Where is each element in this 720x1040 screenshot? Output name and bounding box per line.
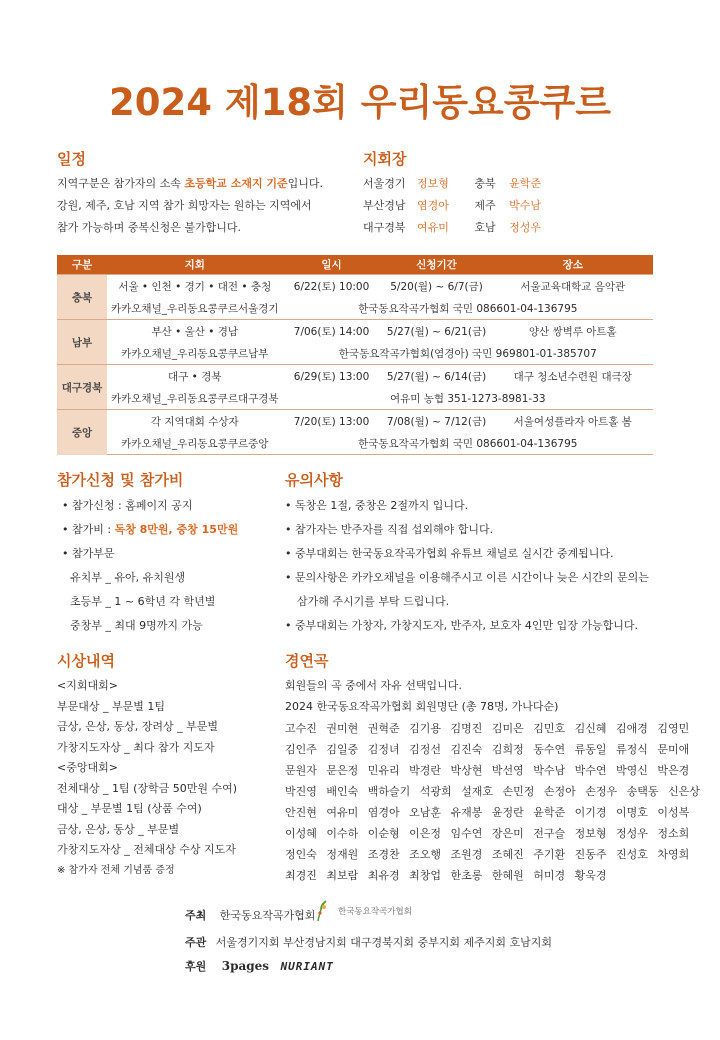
place-cell: 서울교육대학교 음악관 (493, 275, 653, 298)
table-row (57, 297, 653, 320)
chair-region: 대구경북 (363, 221, 406, 234)
chairs-heading: 지회장 (363, 150, 407, 168)
member-row: 고수진 권미현 권혁준 김기용 김명진 김미은 김민호 김신혜 김애경 김영민 (285, 722, 690, 735)
sponsor-row (185, 958, 334, 974)
chair-region: 서울경기 (363, 177, 406, 190)
notes-item: • 중부대회는 가창자, 가창지도자, 반주자, 보호자 4인만 입장 가능합니다. (285, 619, 638, 632)
schedule-heading: 일정 (57, 150, 86, 168)
channel-cell: 카카오채널_우리동요콩쿠르서울경기 (111, 302, 279, 315)
awards-note: ※ 참가자 전체 기념품 증정 (57, 864, 175, 876)
date-cell: 7/06(토) 14:00 (283, 320, 381, 343)
fees-division: 유치부 _ 유아, 유치원생 (70, 571, 186, 584)
period-cell: 5/27(월) ~ 6/21(금) (381, 320, 493, 343)
place-cell: 양산 쌍벽루 아트홀 (493, 320, 653, 343)
member-row: 김인주 김일중 김정녀 김정선 김진숙 김희정 동수연 류동일 류정식 문미애 (285, 743, 690, 756)
chair-name: 정성우 (509, 221, 542, 234)
notes-item-cont: 삼가해 주시기를 부탁 드립니다. (297, 595, 450, 608)
channel-cell: 카카오채널_우리동요콩쿠르중앙 (107, 432, 283, 455)
member-row: 이성혜 이수하 이순형 이은정 임수연 장은미 전구슬 정보형 정성우 정소희 (285, 827, 690, 840)
account-cell: 여유미 농협 351-1273-8981-33 (389, 392, 546, 405)
songs-roster-title: 2024 한국동요작곡가협회 회원명단 (총 78명, 가나다순) (285, 699, 559, 713)
awards-item: 전체대상 _ 1팀 (장학금 50만원 수여) (57, 781, 238, 795)
account-cell: 한국동요작곡가협회(염경아) 국민 969801-01-385707 (338, 347, 597, 360)
chairs-row (363, 177, 541, 190)
awards-item: 금상, 은상, 동상, 장려상 _ 부문별 (57, 720, 218, 733)
table-row (57, 275, 653, 298)
chair-region: 충북 (474, 177, 496, 190)
place-cell: 대구 청소년수련원 대극장 (493, 365, 653, 388)
notes-item: • 참가자는 반주자를 직접 섭외해야 합니다. (285, 523, 494, 536)
fees-label: • 참가비 : (62, 523, 115, 536)
place-cell: 서울여성플라자 아트홀 봄 (493, 410, 653, 433)
period-cell: 5/27(월) ~ 6/14(금) (381, 365, 493, 388)
organizer-names: 서울경기지회 부산경남지회 대구경북지회 중부지회 제주지회 호남지회 (215, 936, 553, 949)
association-logo (312, 897, 424, 925)
organizer-row (185, 934, 552, 950)
account-cell: 한국동요작곡가협회 국민 086601-04-136795 (283, 432, 653, 455)
table-header: 일시 (283, 255, 381, 275)
logo-text: 한국동요작곡가협회 (338, 907, 412, 917)
channel-cell: 카카오채널_우리동요콩쿠르남부 (121, 347, 269, 360)
notes-list (285, 494, 649, 638)
chair-region: 호남 (474, 221, 496, 234)
fees-heading: 참가신청 및 참가비 (57, 471, 184, 489)
chair-name: 정보형 (417, 177, 449, 190)
member-row: 문원자 문은정 민유리 박경란 박상현 박선영 박수남 박수연 박영신 박은경 (285, 764, 690, 777)
notes-item: • 독창은 1절, 중창은 2절까지 입니다. (285, 499, 469, 512)
notes-item: • 문의사항은 카카오채널을 이용해주시고 이른 시간이나 늦은 시간의 문의는 (285, 571, 649, 584)
table-row (57, 432, 653, 455)
host-name: 한국동요작곡가협회 (219, 909, 316, 922)
notes-heading: 유의사항 (285, 471, 343, 489)
table-row (57, 342, 653, 365)
region-cell: 남부 (57, 320, 107, 365)
page-title: 2024 제18회 우리동요콩쿠르 (109, 81, 611, 124)
areas-cell: 서울 • 인천 • 경기 • 대전 • 충청 (107, 275, 283, 298)
channel-cell: 카카오채널_우리동요콩쿠르대구경북 (111, 392, 279, 405)
awards-item: <중앙대회> (57, 761, 118, 774)
chair-region: 부산경남 (363, 199, 406, 212)
fees-item: • 참가신청 : 홈페이지 공지 (62, 499, 193, 512)
chair-name: 박수남 (509, 199, 542, 212)
fees-list (62, 494, 238, 638)
table-header: 지회 (107, 255, 283, 275)
date-cell: 6/29(토) 13:00 (283, 365, 381, 388)
member-row: 최경진 최보람 최유경 최창업 한초롱 한혜원 허미경 황욱경 (285, 869, 607, 882)
table-header: 신청기간 (381, 255, 493, 275)
organizer-label: 주관 (185, 936, 207, 949)
fees-item (62, 518, 238, 542)
sponsor-label: 후원 (185, 960, 207, 973)
member-row: 안진현 여유미 염경아 오남훈 유재봉 윤정란 윤학준 이기경 이명호 이성복 (285, 806, 690, 819)
awards-heading: 시상내역 (57, 652, 115, 670)
fees-highlight: 독창 8만원, 중창 15만원 (114, 523, 239, 536)
table-row (57, 365, 653, 388)
chair-name: 윤학준 (509, 177, 542, 190)
chair-name: 염경아 (417, 199, 449, 212)
fees-division: 중창부 _ 최대 9명까지 가능 (70, 619, 203, 632)
host-label: 주최 (185, 909, 207, 922)
member-row: 정인숙 정재원 조경찬 조오행 조원경 조혜진 주기환 진동주 진성호 차영희 (285, 848, 690, 861)
table-header-row (57, 255, 653, 275)
chair-region: 제주 (474, 199, 496, 212)
awards-list (57, 676, 237, 881)
schedule-highlight: 초등학교 소재지 기준 (184, 177, 288, 190)
host-row (185, 907, 315, 923)
period-cell: 7/08(월) ~ 7/12(금) (381, 410, 493, 433)
region-cell: 중앙 (57, 410, 107, 455)
fees-division: 초등부 _ 1 ~ 6학년 각 학년별 (70, 595, 216, 608)
awards-item: 가창지도자상 _ 전체대상 수상 지도자 (57, 843, 236, 856)
schedule-line-1-end: 입니다. (287, 177, 324, 190)
notes-item: • 중부대회는 한국동요작곡가협회 유튜브 채널로 실시간 중계됩니다. (285, 547, 614, 560)
chairs-row (363, 221, 541, 234)
region-cell: 대구경북 (57, 365, 107, 410)
schedule-line-3: 참가 가능하며 중복신청은 불가합니다. (57, 221, 242, 234)
songs-intro (285, 676, 558, 717)
awards-item: 가창지도자상 _ 최다 참가 지도자 (57, 740, 215, 754)
sponsor-nuriant: NURIANT (280, 960, 334, 973)
fees-item: • 참가부문 (62, 547, 115, 560)
areas-cell: 대구 • 경북 (107, 365, 283, 388)
songs-heading: 경연곡 (285, 652, 329, 670)
member-row: 박진영 배인숙 백하슬기 석광희 설재호 손민정 손정아 손정우 송택동 신은상 (285, 785, 700, 798)
schedule-line-1-text: 지역구분은 참가자의 소속 (57, 177, 185, 190)
period-cell: 5/20(월) ~ 6/7(금) (381, 275, 493, 298)
awards-item: 부문대상 _ 부문별 1팀 (57, 699, 165, 713)
region-cell: 충북 (57, 275, 107, 320)
table-header: 장소 (493, 255, 653, 275)
date-cell: 7/20(토) 13:00 (283, 410, 381, 433)
areas-cell: 부산 • 울산 • 경남 (107, 320, 283, 343)
table-header: 구분 (57, 255, 107, 275)
schedule-line-2: 강원, 제주, 호남 지역 참가 희망자는 원하는 지역에서 (57, 199, 312, 212)
table-row (57, 320, 653, 343)
schedule-table (57, 255, 653, 455)
schedule-line-1 (57, 177, 323, 190)
songs-intro-line: 회원들의 곡 중에서 자유 선택입니다. (285, 679, 462, 692)
awards-item: 금상, 은상, 동상 _ 부문별 (57, 822, 180, 836)
areas-cell: 각 지역대회 수상자 (107, 410, 283, 433)
sponsor-3pages: 3pages (221, 959, 270, 973)
member-list (285, 718, 700, 886)
table-row (57, 410, 653, 433)
chairs-row (363, 199, 541, 212)
awards-item: <지회대회> (57, 679, 118, 692)
date-cell: 6/22(토) 10:00 (283, 275, 381, 298)
awards-item: 대상 _ 부문별 1팀 (상품 수여) (57, 802, 202, 815)
table-row (57, 387, 653, 410)
account-cell: 한국동요작곡가협회 국민 086601-04-136795 (358, 302, 578, 315)
chair-name: 여유미 (417, 221, 449, 234)
